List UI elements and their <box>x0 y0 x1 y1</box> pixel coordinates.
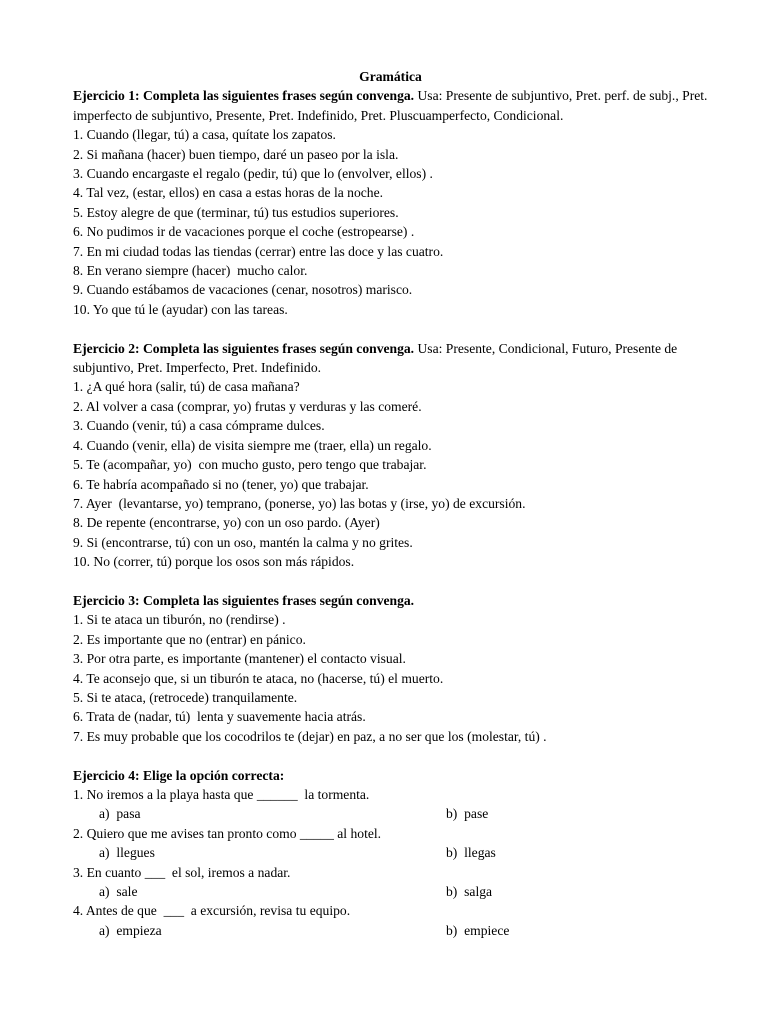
exercise-3-item: 2. Es importante que no (entrar) en pánico. <box>73 631 306 647</box>
exercise-3-item: 5. Si te ataca, (retrocede) tranquilamente. <box>73 689 298 705</box>
exercise-1-item: 7. En mi ciudad todas las tiendas (cerrar) entre las doce y las cuatro. <box>73 243 444 259</box>
exercise-1 <box>73 86 708 319</box>
exercise-4-label: Ejercicio 4: Elige la opción correcta: <box>73 767 285 783</box>
exercise-1-item: 10. Yo que tú le (ayudar) con las tareas. <box>73 301 288 317</box>
option-a: a) empieza <box>99 922 162 938</box>
exercise-4-question: 2. Quiero que me avises tan pronto como _____ al hotel. <box>73 825 382 841</box>
option-b: b) salga <box>446 884 493 900</box>
exercise-4-options <box>73 921 708 940</box>
exercise-2-item: 1. ¿A qué hora (salir, tú) de casa mañana? <box>73 379 300 395</box>
exercise-1-instructions: Usa: Presente de subjuntivo, Pret. perf. de subj., Pret. imperfecto de subjuntivo, Presente, Pret. Indefinido, Pret. Pluscuamperfecto, Condicional. <box>73 88 708 123</box>
exercise-3 <box>73 591 708 746</box>
exercise-2-item: 9. Si (encontrarse, tú) con un oso, mantén la calma y no grites. <box>73 534 413 550</box>
exercise-2-item: 2. Al volver a casa (comprar, yo) frutas y verduras y las comeré. <box>73 398 422 414</box>
option-b: b) llegas <box>446 845 496 861</box>
exercise-1-item: 1. Cuando (llegar, tú) a casa, quítate los zapatos. <box>73 127 336 143</box>
exercise-4 <box>73 766 708 941</box>
exercise-3-item: 4. Te aconsejo que, si un tiburón te ataca, no (hacerse, tú) el muerto. <box>73 670 444 686</box>
exercise-4-question: 3. En cuanto ___ el sol, iremos a nadar. <box>73 864 291 880</box>
exercise-2-item: 6. Te habría acompañado si no (tener, yo) que trabajar. <box>73 476 369 492</box>
exercise-1-item: 8. En verano siempre (hacer) mucho calor. <box>73 263 308 279</box>
page-title: Gramática <box>359 69 422 84</box>
exercise-4-heading <box>73 766 708 785</box>
exercise-3-item: 1. Si te ataca un tiburón, no (rendirse) . <box>73 612 286 628</box>
exercise-4-question: 4. Antes de que ___ a excursión, revisa tu equipo. <box>73 903 351 919</box>
exercise-1-heading <box>73 86 708 125</box>
exercise-4-options <box>73 882 708 901</box>
exercise-1-item: 6. No pudimos ir de vacaciones porque el coche (estropearse) . <box>73 224 415 240</box>
exercise-1-item: 4. Tal vez, (estar, ellos) en casa a estas horas de la noche. <box>73 185 384 201</box>
option-b: b) pase <box>446 806 489 822</box>
exercise-1-label: Ejercicio 1: Completa las siguientes frases según convenga. <box>73 88 415 104</box>
exercise-2-item: 4. Cuando (venir, ella) de visita siempre me (traer, ella) un regalo. <box>73 437 432 453</box>
exercise-2-item: 5. Te (acompañar, yo) con mucho gusto, pero tengo que trabajar. <box>73 457 427 473</box>
option-a: a) pasa <box>99 806 141 822</box>
exercise-2-item: 10. No (correr, tú) porque los osos son más rápidos. <box>73 554 355 570</box>
exercise-3-label: Ejercicio 3: Completa las siguientes frases según convenga. <box>73 592 415 608</box>
exercise-2-heading <box>73 339 708 378</box>
exercise-1-item: 9. Cuando estábamos de vacaciones (cenar, nosotros) marisco. <box>73 282 413 298</box>
exercise-3-item: 6. Trata de (nadar, tú) lenta y suavemente hacia atrás. <box>73 709 366 725</box>
exercise-2-item: 8. De repente (encontrarse, yo) con un oso pardo. (Ayer) <box>73 515 380 531</box>
option-a: a) llegues <box>99 845 155 861</box>
exercise-2-item: 3. Cuando (venir, tú) a casa cómprame dulces. <box>73 418 325 434</box>
exercise-1-item: 5. Estoy alegre de que (terminar, tú) tus estudios superiores. <box>73 204 399 220</box>
exercise-4-options <box>73 804 708 823</box>
exercise-2-item: 7. Ayer (levantarse, yo) temprano, (ponerse, yo) las botas y (irse, yo) de excursión. <box>73 495 526 511</box>
exercise-3-item: 7. Es muy probable que los cocodrilos te (dejar) en paz, a no ser que los (molestar, tú) . <box>73 728 547 744</box>
exercise-2-instructions: Usa: Presente, Condicional, Futuro, Presente de subjuntivo, Pret. Imperfecto, Pret. Indefinido. <box>73 340 678 376</box>
exercise-1-item: 3. Cuando encargaste el regalo (pedir, tú) que lo (envolver, ellos) . <box>73 166 433 182</box>
exercise-4-options <box>73 843 708 862</box>
option-b: b) empiece <box>446 922 510 938</box>
option-a: a) sale <box>99 884 138 900</box>
exercise-3-heading <box>73 591 708 610</box>
exercise-2 <box>73 339 708 572</box>
exercise-1-item: 2. Si mañana (hacer) buen tiempo, daré un paseo por la isla. <box>73 146 399 162</box>
exercise-3-item: 3. Por otra parte, es importante (mantener) el contacto visual. <box>73 651 406 667</box>
exercise-2-label: Ejercicio 2: Completa las siguientes frases según convenga. <box>73 340 415 356</box>
exercise-4-question: 1. No iremos a la playa hasta que ______ la tormenta. <box>73 786 370 802</box>
